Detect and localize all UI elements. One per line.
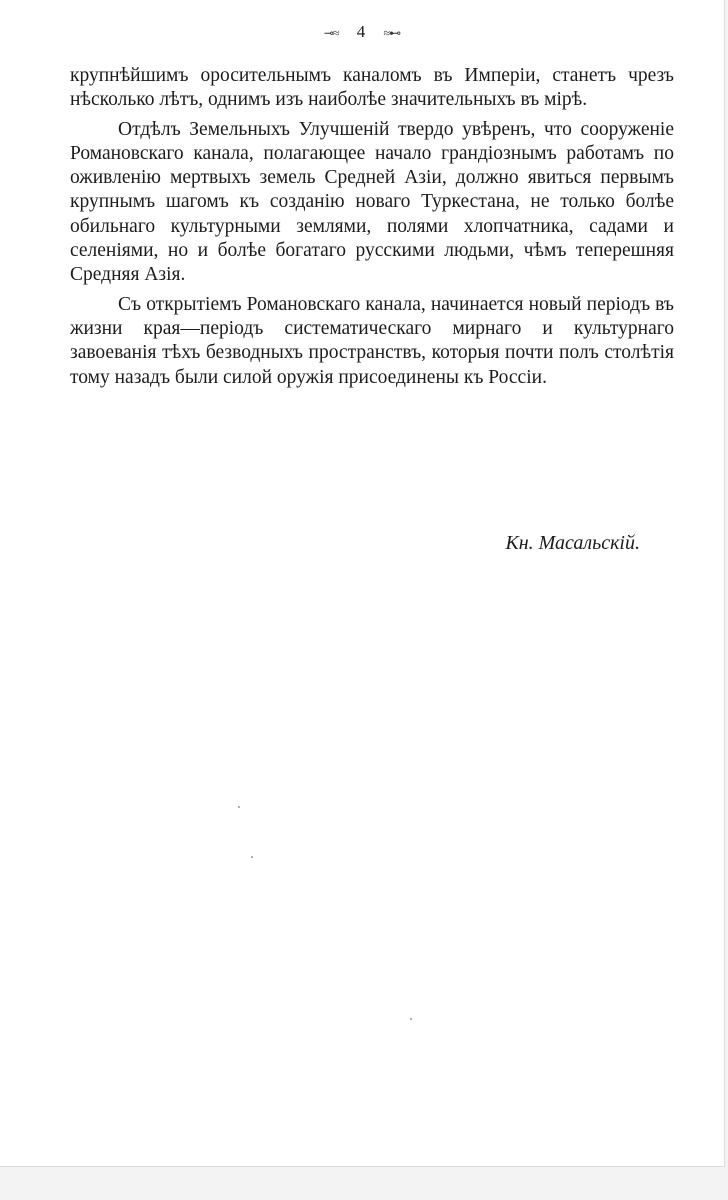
paragraph-2: Отдѣлъ Земельныхъ Улучшеній твердо увѣренъ, что сооруженіе Романовскаго канала, полагающее начало грандіознымъ работамъ по оживленію мертвыхъ земель Средней Азіи, должно явиться первымъ крупнымъ шагомъ къ созданію новаго Туркестана, не только болѣе обильнаго культурными землями, полями хлопчатника, садами и селеніями, но и болѣе богатаго русскими людьми, чѣмъ теперешняя Средняя Азія. — [70, 118, 674, 286]
paper-speck — [410, 1018, 412, 1020]
ornament-left-icon: ⊸≈ — [323, 25, 339, 40]
page-body — [70, 64, 674, 390]
ornament-right-icon: ≈⊷ — [383, 25, 401, 40]
signature: Кн. Масальскій. — [505, 532, 640, 554]
page-number: 4 — [356, 22, 366, 41]
page-header — [0, 22, 724, 42]
paragraph-1: крупнѣйшимъ оросительнымъ каналомъ въ Имперіи, станетъ чрезъ нѣсколько лѣтъ, однимъ изъ наиболѣе значительныхъ въ мірѣ. — [70, 65, 674, 111]
paragraph-3: Съ открытіемъ Романовскаго канала, начинается новый періодъ въ жизни края—періодъ систематическаго мирнаго и культурнаго завоеванія тѣхъ безводныхъ пространствъ, которыя почти полъ столѣтія тому назадъ были силой оружія присоединены къ Россіи. — [70, 293, 674, 388]
paper-speck — [238, 806, 240, 808]
paper-speck — [251, 856, 253, 858]
